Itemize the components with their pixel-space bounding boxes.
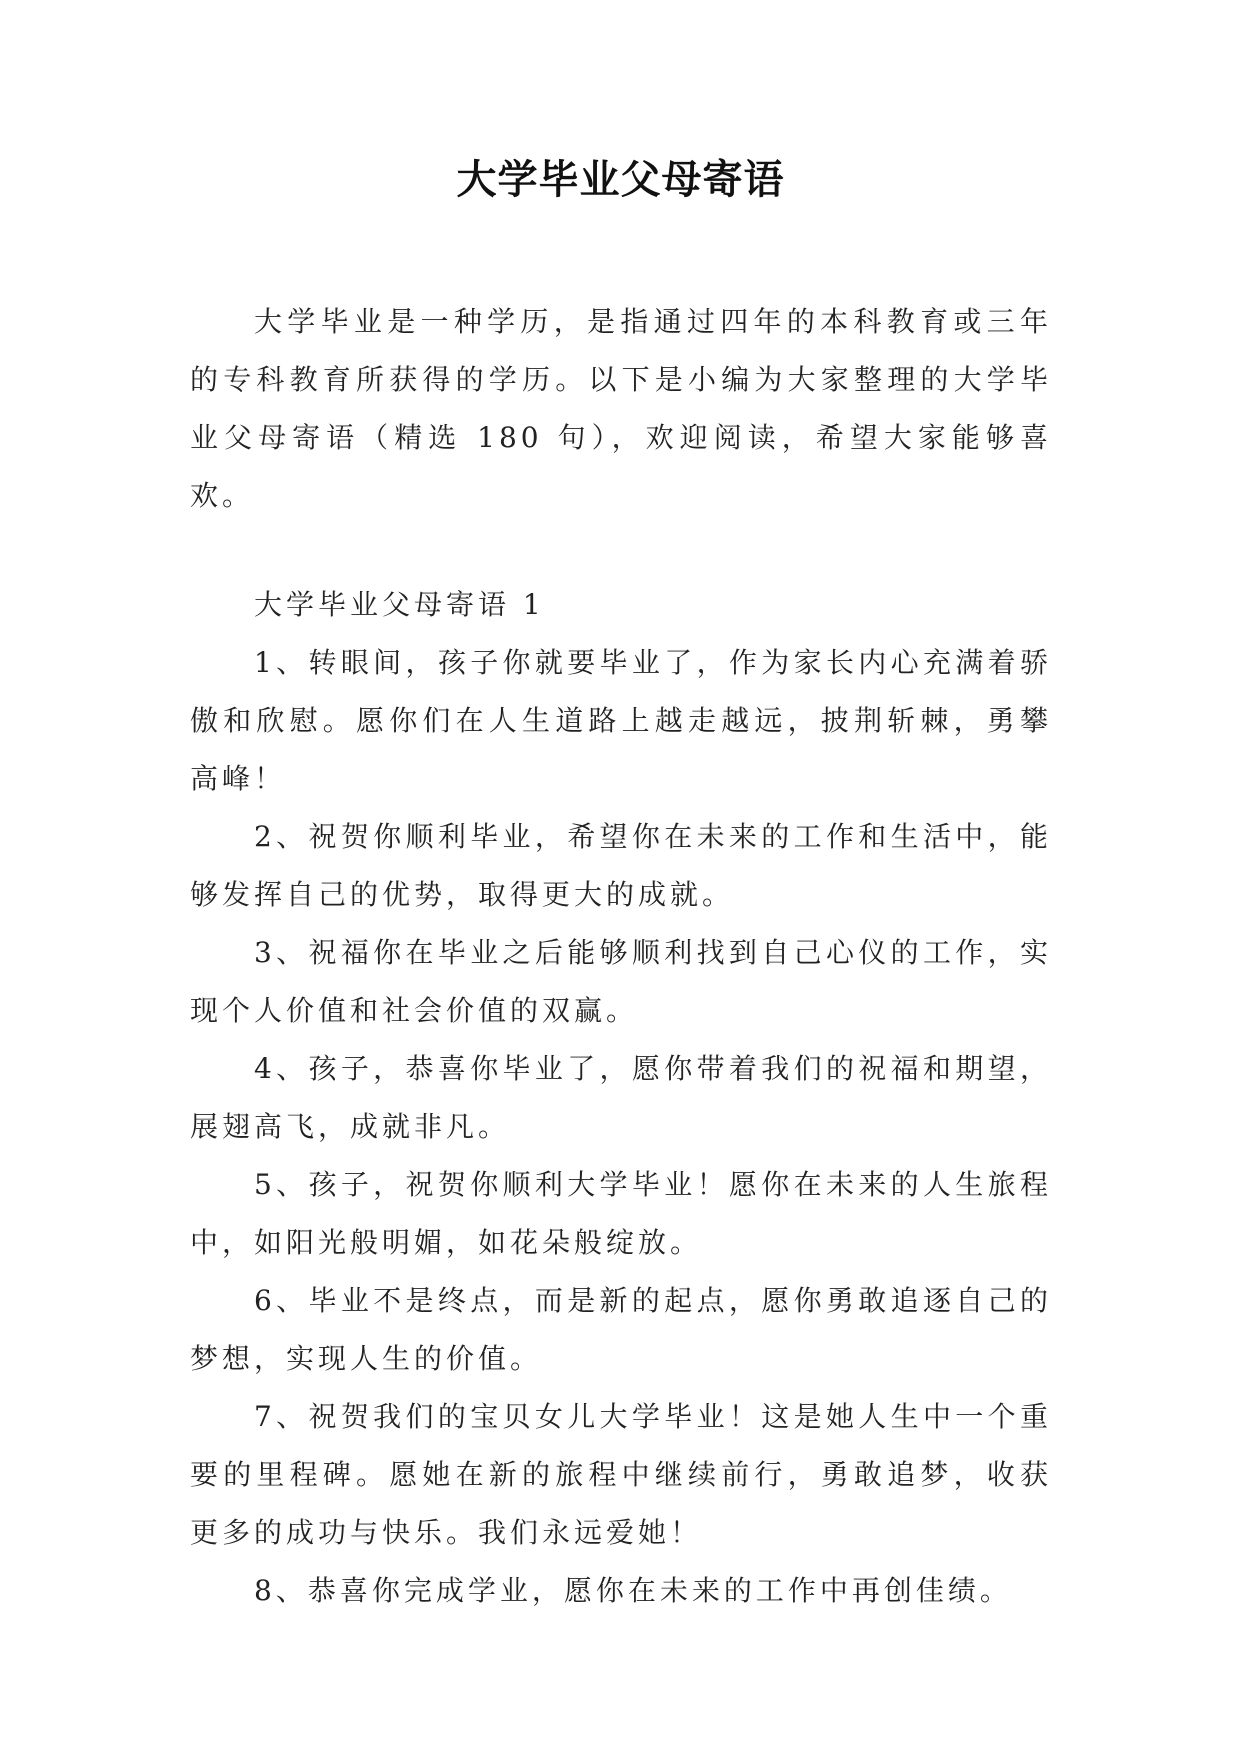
list-item: 2、祝贺你顺利毕业，希望你在未来的工作和生活中，能够发挥自己的优势，取得更大的成就。 xyxy=(190,820,1052,911)
list-item: 6、毕业不是终点，而是新的起点，愿你勇敢追逐自己的梦想，实现人生的价值。 xyxy=(190,1284,1052,1375)
list-item: 5、孩子，祝贺你顺利大学毕业！愿你在未来的人生旅程中，如阳光般明媚，如花朵般绽放。 xyxy=(190,1168,1052,1259)
section-heading: 大学毕业父母寄语 1 xyxy=(254,588,545,621)
document-title: 大学毕业父母寄语 xyxy=(456,157,785,203)
list-item: 4、孩子，恭喜你毕业了，愿你带着我们的祝福和期望，展翅高飞，成就非凡。 xyxy=(190,1052,1052,1143)
intro-paragraph: 大学毕业是一种学历，是指通过四年的本科教育或三年的专科教育所获得的学历。以下是小编为大家整理的大学毕业父母寄语（精选 180 句），欢迎阅读，希望大家能够喜欢。 xyxy=(190,305,1052,512)
document-body xyxy=(190,293,1052,1620)
list-item: 8、恭喜你完成学业，愿你在未来的工作中再创佳绩。 xyxy=(254,1574,1012,1607)
list-item: 3、祝福你在毕业之后能够顺利找到自己心仪的工作，实现个人价值和社会价值的双赢。 xyxy=(190,936,1052,1027)
list-item: 7、祝贺我们的宝贝女儿大学毕业！这是她人生中一个重要的里程碑。愿她在新的旅程中继续前行，勇敢追梦，收获更多的成功与快乐。我们永远爱她！ xyxy=(190,1400,1052,1549)
list-item: 1、转眼间，孩子你就要毕业了，作为家长内心充满着骄傲和欣慰。愿你们在人生道路上越走越远，披荆斩棘，勇攀高峰！ xyxy=(190,646,1052,795)
